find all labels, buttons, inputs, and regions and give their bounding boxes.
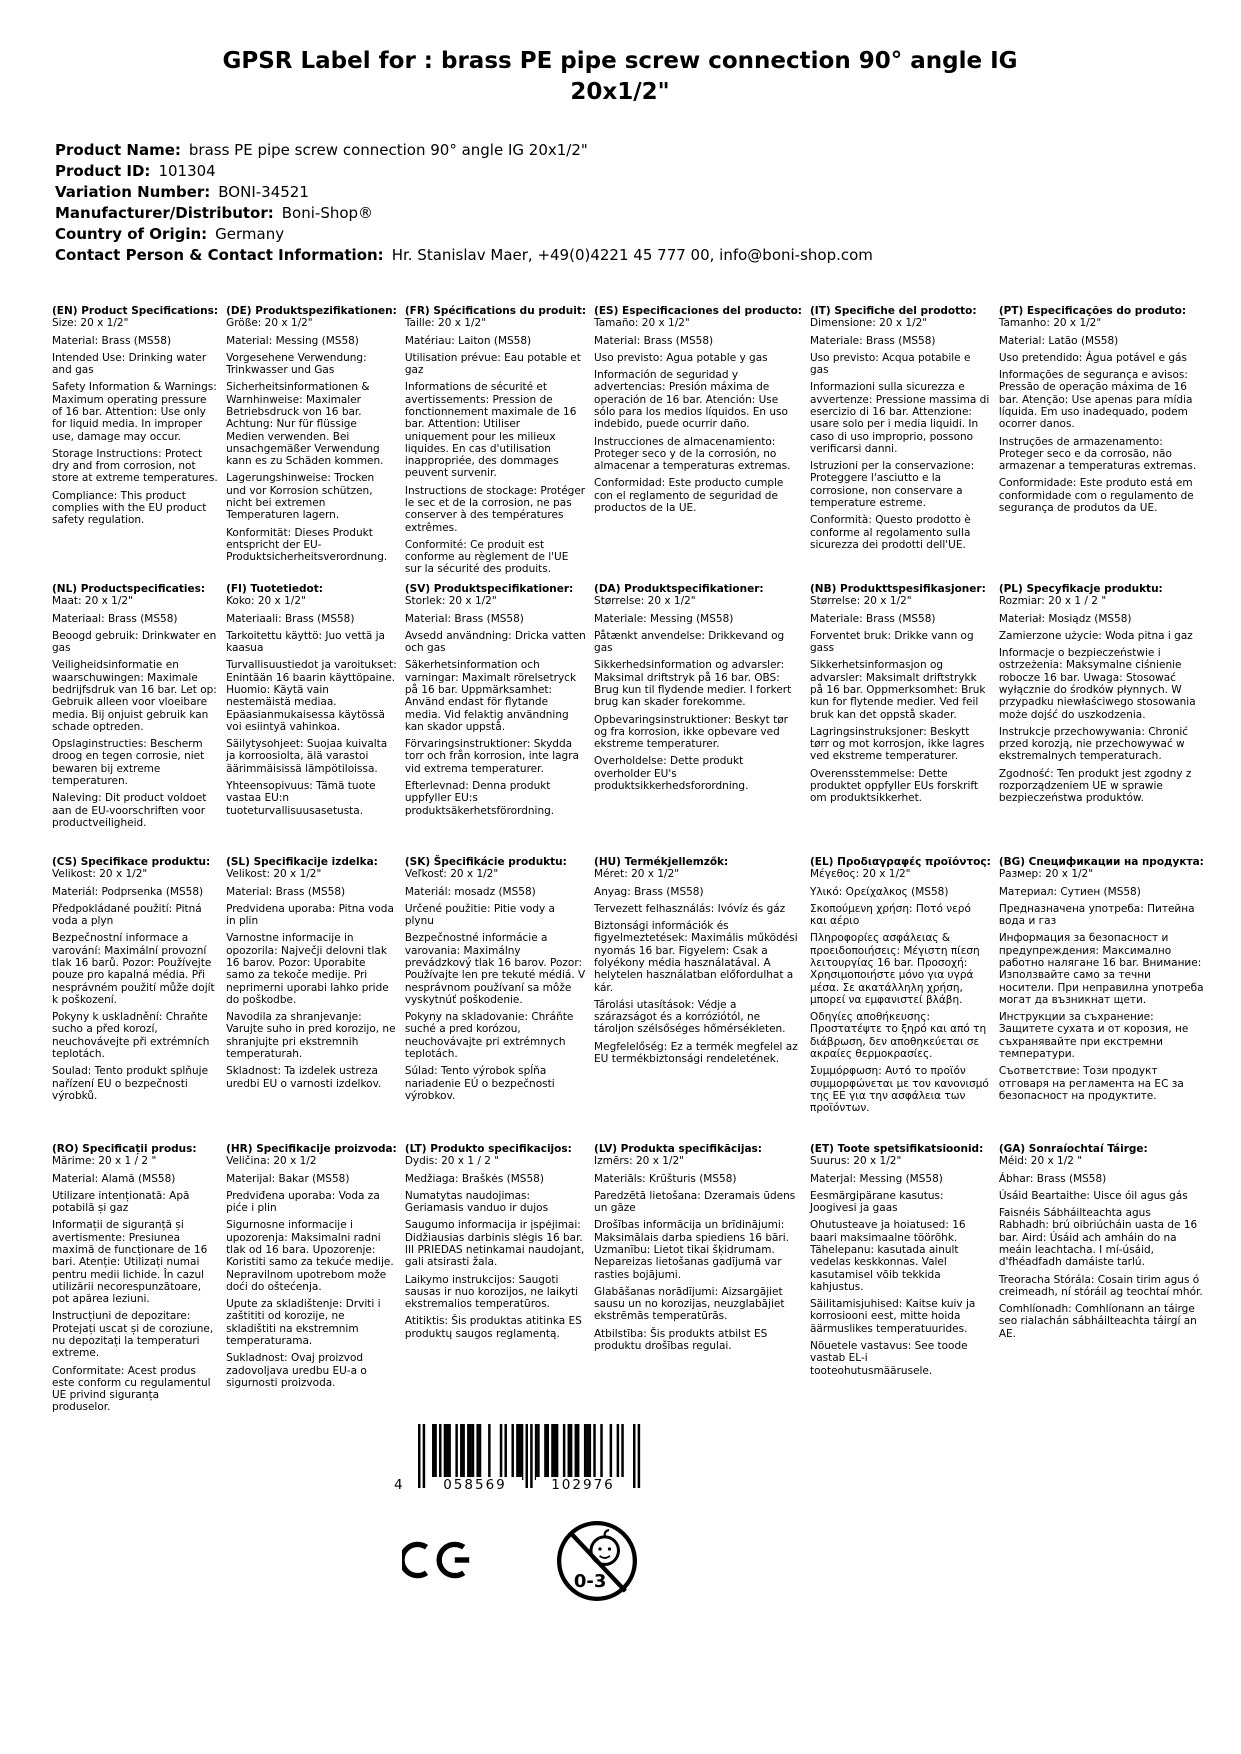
spec-text: Matériau: Laiton (MS58) xyxy=(404,334,532,347)
spec-text: Méret: 20 x 1/2" xyxy=(594,868,680,881)
spec-text: Säilytysohjeet: Suojaa kuivalta ja korroosiolta, älä varastoi äärimmäisissä lämpötiloissa. xyxy=(226,738,388,775)
spec-heading: (EL) Προδιαγραφές προϊόντος: xyxy=(810,856,991,868)
spec-text: Veiligheidsinformatie en waarschuwingen: Maximale bedrijfsdruk van 16 bar. Let op: Gebruik alleen voor vloeibare media. Bij onjuist gebruik kan schade optreden. xyxy=(52,659,217,733)
spec-heading: (SK) Špecifikácie produktu: xyxy=(405,856,586,868)
age-warning-0-3-icon xyxy=(554,1516,640,1610)
spec-heading: (HR) Specifikacije proizvoda: xyxy=(226,1143,397,1155)
info-field-value: Boni-Shop® xyxy=(281,204,374,222)
spec-heading: (BG) Спецификации на продукта: xyxy=(998,856,1204,868)
spec-text: Velikost: 20 x 1/2" xyxy=(52,868,148,881)
spec-heading: (NL) Productspecificaties: xyxy=(52,583,218,595)
spec-text: Určené použitie: Pitie vody a plynu xyxy=(404,902,555,928)
spec-text: Material: Alamă (MS58) xyxy=(52,1172,176,1185)
spec-text: Размер: 20 x 1/2" xyxy=(998,868,1094,881)
spec-text: Materiał: Mosiądz (MS58) xyxy=(998,612,1132,625)
spec-text: Sukladnost: Ovaj proizvod zadovoljava uredbu EU-a o sigurnosti proizvoda. xyxy=(226,1352,367,1389)
spec-heading: (RO) Specificații produs: xyxy=(52,1143,218,1155)
spec-text: Predviđena uporaba: Voda za piće i plin xyxy=(226,1189,380,1215)
spec-text: Maat: 20 x 1/2" xyxy=(52,595,133,608)
spec-text: Yhteensopivuus: Tämä tuote vastaa EU:n tuoteturvallisuusasetusta. xyxy=(226,779,376,817)
spec-text: Material: Brass (MS58) xyxy=(52,334,172,347)
spec-text: Anyag: Brass (MS58) xyxy=(594,885,704,898)
spec-text: Compliance: This product complies with the EU product safety regulation. xyxy=(52,489,207,527)
spec-heading: (DA) Produktspecifikationer: xyxy=(594,583,802,595)
spec-text: Materijal: Bakar (MS58) xyxy=(226,1172,350,1185)
spec-text: Bezpečnostné informácie a varovania: Maximálny prevádzkový tlak 16 barov. Pozor: Používajte len pre tekuté médiá. V nesprávnom používaní sa môže vyskytnúť poškodenie. xyxy=(404,932,586,1006)
spec-text: Méid: 20 x 1/2 " xyxy=(998,1155,1083,1168)
spec-text: Sikkerhetsinformasjon og advarsler: Maksimalt driftstrykk på 16 bar. Oppmerksomhet: Bruk kun for flytende medier. Ved feil bruk kan det oppstå skader. xyxy=(810,659,986,721)
spec-text: Uso pretendido: Água potável e gás xyxy=(998,351,1187,364)
spec-text: Soulad: Tento produkt splňuje nařízení EU o bezpečnosti výrobků. xyxy=(52,1065,209,1102)
spec-text: Megfelelőség: Ez a termék megfelel az EU termékbiztonsági rendeletének. xyxy=(594,1040,798,1065)
spec-text: Storlek: 20 x 1/2" xyxy=(404,595,497,608)
spec-text: Материал: Сутиен (MS58) xyxy=(998,885,1141,898)
spec-text: Sigurnosne informacije i upozorenja: Maksimalni radni tlak od 16 bara. Upozorenje: Koristiti samo za tekuće medije. Nepravilnom upotrebom može doći do oštećenja. xyxy=(226,1219,394,1293)
spec-block-sk xyxy=(405,856,586,1143)
info-field-label: Product ID: xyxy=(55,162,151,180)
spec-text: Materiāls: Krūšturis (MS58) xyxy=(594,1172,737,1185)
spec-text: Conformité: Ce produit est conforme au règlement de l'UE sur la sécurité des produits. xyxy=(404,538,569,576)
info-line xyxy=(55,204,873,225)
spec-text: Informazioni sulla sicurezza e avvertenze: Pressione massima di esercizio di 16 bar. Attenzione: usare solo per i media liquidi. In caso di uso improprio, possono verificarsi danni. xyxy=(810,381,990,455)
spec-text: Uso previsto: Acqua potabile e gas xyxy=(810,351,971,377)
spec-block-da xyxy=(594,583,802,856)
spec-text: Πληροφορίες ασφάλειας & προειδοποιήσεις: Μέγιστη πίεση λειτουργίας 16 bar. Προσοχή: Χρησιμοποιήστε μόνο για υγρά μέσα. Σε ακατάλληλη χρήση, μπορεί να εμφανιστεί βλάβη. xyxy=(810,932,980,1006)
spec-text: Съответствие: Този продукт отговаря на регламента на ЕС за безопасност на продуктите. xyxy=(998,1065,1184,1102)
spec-text: Tervezett felhasználás: Ivóvíz és gáz xyxy=(594,902,786,915)
spec-text: Faisnéis Sábháilteachta agus Rabhadh: brú oibriúcháin uasta de 16 bar. Aird: Úsáid ach amháin do na meáin leachtacha. I mí-úsáid, d'fhéadfadh damáiste tarlú. xyxy=(998,1207,1198,1269)
info-line xyxy=(55,246,873,267)
info-field-label: Contact Person & Contact Information: xyxy=(55,246,384,264)
spec-block-fr xyxy=(405,305,586,583)
info-field-label: Manufacturer/Distributor: xyxy=(55,204,274,222)
spec-text: Συμμόρφωση: Αυτό το προϊόν συμμορφώνεται με τον κανονισμό της ΕΕ για την ασφάλεια των προϊόντων. xyxy=(810,1065,989,1115)
spec-block-es xyxy=(594,305,802,583)
spec-text: Utilizare intenționată: Apă potabilă și gaz xyxy=(52,1189,190,1215)
spec-text: Materiale: Brass (MS58) xyxy=(810,334,936,347)
spec-text: Υλικό: Ορείχαλκος (MS58) xyxy=(810,885,949,898)
spec-text: Sikkerhedsinformation og advarsler: Maksimal driftstryk på 16 bar. OBS: Brug kun til flydende medier. I forkert brug kan skader forekomme. xyxy=(594,659,792,709)
spec-text: Beoogd gebruik: Drinkwater en gas xyxy=(52,629,217,655)
spec-block-fi xyxy=(226,583,397,856)
spec-text: Navodila za shranjevanje: Varujte suho in pred korozijo, ne shranjujte pri ekstremnih temperaturah. xyxy=(226,1011,396,1060)
spec-text: Conformità: Questo prodotto è conforme al regolamento sulla sicurezza dei prodotti dell'UE. xyxy=(810,514,971,551)
info-field-value: brass PE pipe screw connection 90° angle IG 20x1/2" xyxy=(188,141,588,159)
spec-heading: (HU) Termékjellemzők: xyxy=(594,856,802,868)
spec-block-nl xyxy=(52,583,218,856)
spec-text: Súlad: Tento výrobok spĺňa nariadenie EÚ o bezpečnosti výrobkov. xyxy=(404,1065,555,1102)
spec-text: Größe: 20 x 1/2" xyxy=(226,317,313,330)
spec-text: Størrelse: 20 x 1/2" xyxy=(594,595,696,608)
spec-text: Pokyny na skladovanie: Chráňte suché a pred korózou, neuchovávajte pri extrémnych teplotách. xyxy=(404,1011,574,1060)
spec-text: Koko: 20 x 1/2" xyxy=(226,595,306,608)
spec-text: Säilitamisjuhised: Kaitse kuiv ja korrosiooni eest, mitte hoida äärmuslikes temperatuurides. xyxy=(810,1298,976,1335)
spec-text: Vorgesehene Verwendung: Trinkwasser und Gas xyxy=(226,351,367,377)
spec-text: Atitiktis: Šis produktas atitinka ES produktų saugos reglamentą. xyxy=(404,1315,582,1340)
info-line xyxy=(55,162,873,183)
spec-text: Dimensione: 20 x 1/2" xyxy=(810,317,928,330)
spec-block-bg xyxy=(999,856,1204,1143)
spec-block-lt xyxy=(405,1143,586,1419)
info-field-label: Variation Number: xyxy=(55,183,211,201)
spec-text: Opslaginstructies: Bescherm droog en tegen corrosie, niet bewaren bij extreme temperaturen. xyxy=(52,738,205,787)
spec-text: Instrukcje przechowywania: Chronić przed korozją, nie przechowywać w ekstremalnych temperaturach. xyxy=(998,725,1189,763)
spec-text: Taille: 20 x 1/2" xyxy=(404,317,487,330)
spec-text: Инструкции за съхранение: Защитете сухата и от корозия, не съхранявайте при екстремни температури. xyxy=(998,1011,1189,1060)
spec-block-ga xyxy=(999,1143,1204,1419)
spec-text: Rozmiar: 20 x 1 / 2 " xyxy=(998,595,1107,608)
spec-heading: (FI) Tuotetiedot: xyxy=(226,583,397,595)
spec-text: Material: Messing (MS58) xyxy=(226,334,359,347)
spec-text: Mărime: 20 x 1 / 2 " xyxy=(52,1155,157,1168)
spec-text: Størrelse: 20 x 1/2" xyxy=(810,595,912,608)
spec-heading: (SV) Produktspecifikationer: xyxy=(405,583,586,595)
spec-text: Informações de segurança e avisos: Pressão de operação máxima de 16 bar. Atenção: Use apenas para mídia líquida. Em uso inadequado, podem ocorrer danos. xyxy=(998,369,1193,431)
page-title: GPSR Label for : brass PE pipe screw connection 90° angle IG 20x1/2" xyxy=(222,48,1018,105)
spec-text: Size: 20 x 1/2" xyxy=(52,317,129,330)
spec-text: Intended Use: Drinking water and gas xyxy=(52,351,207,377)
spec-block-et xyxy=(810,1143,991,1419)
info-field-label: Country of Origin: xyxy=(55,225,208,243)
spec-text: Istruzioni per la conservazione: Proteggere l'asciutto e la corrosione, non conservare a temperature estreme. xyxy=(810,460,975,509)
spec-text: Instructions de stockage: Protéger le sec et de la corrosion, ne pas conserver à des températures extrêmes. xyxy=(404,484,586,534)
spec-text: Información de seguridad y advertencias: Presión máxima de operación de 16 bar. Atención: Use sólo para los medios líquidos. En uso indebido, puede ocurrir daño. xyxy=(594,369,788,431)
product-info xyxy=(55,141,873,267)
spec-text: Predvidena uporaba: Pitna voda in plin xyxy=(226,902,394,928)
spec-text: Σκοπούμενη χρήση: Ποτό νερό και αέριο xyxy=(810,902,971,928)
spec-text: Treoracha Stórála: Cosain tirim agus ó creimeadh, ní stóráil ag teochtaí mhór. xyxy=(998,1273,1203,1298)
spec-text: Konformität: Dieses Produkt entspricht der EU-Produktsicherheitsverordnung. xyxy=(226,526,388,564)
spec-text: Säkerhetsinformation och varningar: Maximalt rörelsetryck på 16 bar. Uppmärksamhet: Använd endast för flytande media. Vid felaktig användning kan skador uppstå. xyxy=(404,659,577,733)
spec-text: Μέγεθος: 20 x 1/2" xyxy=(810,868,911,881)
barcode-right-digits: 102976 xyxy=(536,1477,630,1493)
spec-text: Materiál: mosadz (MS58) xyxy=(404,885,536,898)
spec-text: Veľkosť: 20 x 1/2" xyxy=(404,868,499,881)
spec-heading: (SL) Specifikacije izdelka: xyxy=(226,856,397,868)
spec-block-sv xyxy=(405,583,586,856)
spec-text: Bezpečnostní informace a varování: Maximální provozní tlak 16 barů. Pozor: Používejte pouze pro kapalná média. Při nesprávném použití může dojít k poškození. xyxy=(52,932,215,1006)
specs-grid xyxy=(52,305,1204,1419)
spec-text: Numatytas naudojimas: Geriamasis vanduo ir dujos xyxy=(404,1189,549,1215)
spec-heading: (DE) Produktspezifikationen: xyxy=(226,305,397,317)
spec-text: Utilisation prévue: Eau potable et gaz xyxy=(404,351,581,377)
spec-text: Tarkoitettu käyttö: Juo vettä ja kaasua xyxy=(226,629,385,655)
spec-block-hr xyxy=(226,1143,397,1419)
spec-block-el xyxy=(810,856,991,1143)
spec-text: Uso previsto: Agua potable y gas xyxy=(594,351,768,364)
info-line xyxy=(55,225,873,246)
spec-text: Tamaño: 20 x 1/2" xyxy=(594,317,690,330)
info-line xyxy=(55,141,873,162)
spec-text: Material: Brass (MS58) xyxy=(226,885,346,898)
spec-text: Material: Latão (MS58) xyxy=(998,334,1119,347)
spec-text: Lagerungshinweise: Trocken und vor Korrosion schützen, nicht bei extremen Temperaturen lagern. xyxy=(226,472,375,522)
spec-text: Materiale: Brass (MS58) xyxy=(810,612,936,625)
spec-text: Tamanho: 20 x 1/2" xyxy=(998,317,1102,330)
spec-heading: (PT) Especificações do produto: xyxy=(999,305,1204,317)
spec-text: Informations de sécurité et avertissements: Pression de fonctionnement maximale de 16 bar. Attention: Utiliser uniquement pour les milieux liquides. En cas d'utilisation inappropriée, des dommages peuvent survenir. xyxy=(404,381,577,480)
spec-text: Předpokládané použití: Pitná voda a plyn xyxy=(52,902,202,928)
info-field-value: Hr. Stanislav Maer, +49(0)4221 45 777 00, info@boni-shop.com xyxy=(391,246,873,264)
spec-heading: (GA) Sonraíochtaí Táirge: xyxy=(999,1143,1204,1155)
spec-heading: (IT) Specifiche del prodotto: xyxy=(810,305,991,317)
spec-text: Skladnost: Ta izdelek ustreza uredbi EU o varnosti izdelkov. xyxy=(226,1065,382,1090)
spec-text: Информация за безопасност и предупреждения: Максимално работно налягане 16 bar. Внимание: Използвайте само за течни носители. При неправилна употреба могат да възникнат щети. xyxy=(998,932,1204,1006)
spec-text: Veličina: 20 x 1/2 xyxy=(226,1155,317,1168)
spec-text: Úsáid Beartaithe: Uisce óil agus gás xyxy=(998,1189,1188,1202)
spec-text: Tárolási utasítások: Védje a szárazságot és a korróziótól, ne tároljon szélsőséges hőmérsékleten. xyxy=(594,998,786,1036)
spec-text: Upute za skladištenje: Drviti i zaštititi od korozije, ne skladištiti na ekstremnim temperaturama. xyxy=(226,1298,381,1347)
spec-heading: (LV) Produkta specifikācijas: xyxy=(594,1143,802,1155)
spec-text: Avsedd användning: Dricka vatten och gas xyxy=(404,629,586,655)
spec-text: Materiál: Podprsenka (MS58) xyxy=(52,885,204,898)
spec-text: Предназначена употреба: Питейна вода и газ xyxy=(998,902,1195,928)
spec-text: Paredzētā lietošana: Dzeramais ūdens un gāze xyxy=(594,1189,796,1215)
spec-heading: (NB) Produkttspesifikasjoner: xyxy=(810,583,991,595)
spec-text: Materiaali: Brass (MS58) xyxy=(226,612,355,625)
info-field-value: 101304 xyxy=(158,162,216,180)
spec-text: Materiaal: Brass (MS58) xyxy=(52,612,178,625)
spec-text: Overholdelse: Dette produkt overholder EU's produktsikkerhedsforordning. xyxy=(594,755,749,792)
spec-text: Material: Brass (MS58) xyxy=(594,334,714,347)
spec-text: Safety Information & Warnings: Maximum operating pressure of 16 bar. Attention: Use only for liquid media. In improper use, damage may occur. xyxy=(52,381,217,443)
spec-text: Instrucciones de almacenamiento: Proteger seco y de la corrosión, no almacenar a temperaturas extremas. xyxy=(594,435,791,473)
spec-block-en xyxy=(52,305,218,583)
spec-text: Izmērs: 20 x 1/2" xyxy=(594,1155,684,1168)
spec-text: Pokyny k uskladnění: Chraňte sucho a před korozí, neuchovávejte při extrémních teplotách. xyxy=(52,1011,210,1060)
spec-text: Opbevaringsinstruktioner: Beskyt tør og fra korrosion, ikke opbevare ved ekstreme temperaturer. xyxy=(594,713,788,751)
spec-text: Sicherheitsinformationen & Warnhinweise: Maximaler Betriebsdruck von 16 bar. Achtung: Nur für flüssige Medien verwenden. Bei unsachgemäßer Verwendung kann es zu Schäden kommen. xyxy=(226,381,384,468)
spec-text: Material: Brass (MS58) xyxy=(404,612,524,625)
spec-text: Eesmärgipärane kasutus: Joogivesi ja gaas xyxy=(810,1189,944,1215)
spec-text: Instrucțiuni de depozitare: Protejați uscat și de coroziune, nu depozitați la temperaturi extreme. xyxy=(52,1310,214,1360)
spec-block-lv xyxy=(594,1143,802,1419)
spec-block-cs xyxy=(52,856,218,1143)
spec-text: Saugumo informacija ir įspėjimai: Didžiausias darbinis slėgis 16 bar. III PRIEDAS netinkamai naudojant, gali atsirasti žala. xyxy=(404,1219,585,1269)
spec-text: Storage Instructions: Protect dry and from corrosion, not store at extreme temperatures. xyxy=(52,447,218,485)
spec-text: Informații de siguranță și avertismente: Presiunea maximă de funcționare de 16 bari. Atenție: Utilizați numai pentru medii lichide. În cazul utilizării necorespunzătoare, pot apărea leziuni. xyxy=(52,1219,208,1306)
spec-text: Drošības informācija un brīdinājumi: Maksimālais darba spiediens 16 bāri. Uzmanību: Lietot tikai šķidrumam. Nepareizas lietošanas gadījumā var rasties bojājumi. xyxy=(594,1219,789,1281)
info-field-label: Product Name: xyxy=(55,141,181,159)
spec-text: Turvallisuustiedot ja varoitukset: Enintään 16 baarin käyttöpaine. Huomio: Käytä vain nestemäistä mediaa. Epäasianmukaisessa käytössä voi esiintyä vahinkoa. xyxy=(226,659,397,733)
ce-mark-icon xyxy=(402,1528,474,1596)
spec-heading: (ET) Toote spetsifikatsioonid: xyxy=(810,1143,991,1155)
spec-text: Lagringsinstruksjoner: Beskytt tørr og mot korrosjon, ikke lagres ved ekstreme temperaturer. xyxy=(810,725,985,763)
spec-text: Naleving: Dit product voldoet aan de EU-voorschriften voor productveiligheid. xyxy=(52,792,207,829)
spec-text: Velikost: 20 x 1/2" xyxy=(226,868,322,881)
spec-heading: (EN) Product Specifications: xyxy=(52,305,219,317)
spec-block-pl xyxy=(999,583,1204,856)
spec-text: Forventet bruk: Drikke vann og gass xyxy=(810,629,974,655)
spec-text: Efterlevnad: Denna produkt uppfyller EU:s produktsäkerhetsförordning. xyxy=(404,779,555,817)
info-field-value: BONI-34521 xyxy=(218,183,309,201)
spec-heading: (ES) Especificaciones del producto: xyxy=(594,305,802,317)
spec-text: Materiale: Messing (MS58) xyxy=(594,612,734,625)
spec-text: Instruções de armazenamento: Proteger seco e da corrosão, não armazenar a temperaturas extremas. xyxy=(998,435,1197,473)
spec-text: Overensstemmelse: Dette produktet oppfyller EUs forskrift om produktsikkerhet. xyxy=(810,767,979,805)
spec-block-de xyxy=(226,305,397,583)
barcode xyxy=(390,1424,646,1504)
spec-text: Zamierzone użycie: Woda pitna i gaz xyxy=(998,629,1193,642)
spec-text: Οδηγίες αποθήκευσης: Προστατέψτε το ξηρό και από τη διάβρωση, δεν αποθηκεύεται σε ακραίες θερμοκρασίες. xyxy=(810,1011,987,1060)
spec-text: Conformitate: Acest produs este conform cu regulamentul UE privind siguranța produselor. xyxy=(52,1364,211,1414)
spec-text: Påtænkt anvendelse: Drikkevand og gas xyxy=(594,629,785,655)
spec-block-sl xyxy=(226,856,397,1143)
spec-text: Medžiaga: Braškės (MS58) xyxy=(404,1172,544,1185)
barcode-lead-digit: 4 xyxy=(394,1477,403,1493)
spec-text: Conformidad: Este producto cumple con el reglamento de seguridad de productos de la UE. xyxy=(594,477,784,514)
spec-heading: (LT) Produkto specifikacijos: xyxy=(405,1143,586,1155)
spec-text: Ohutusteave ja hoiatused: 16 baari maksimaalne töörõhk. Tähelepanu: kasutada ainult vedelas keskkonnas. Valel kasutamisel võib tekkida kahjustus. xyxy=(810,1219,966,1293)
spec-text: Informacje o bezpieczeństwie i ostrzeżenia: Maksymalne ciśnienie robocze 16 bar. Uwaga: Stosować wyłącznie do środków płynnych. W przypadku niewłaściwego stosowania może dojść do uszkodzenia. xyxy=(998,647,1196,721)
spec-block-hu xyxy=(594,856,802,1143)
spec-block-pt xyxy=(999,305,1204,583)
spec-text: Laikymo instrukcijos: Saugoti sausas ir nuo korozijos, ne laikyti ekstremalios temperatūros. xyxy=(404,1273,578,1311)
spec-text: Dydis: 20 x 1 / 2 " xyxy=(404,1155,500,1168)
barcode-left-digits: 058569 xyxy=(428,1477,522,1493)
spec-text: Materjal: Messing (MS58) xyxy=(810,1172,943,1185)
spec-text: Ábhar: Brass (MS58) xyxy=(998,1172,1107,1185)
spec-text: Nõuetele vastavus: See toode vastab EL-i tooteohutusmäärusele. xyxy=(810,1339,968,1377)
spec-block-it xyxy=(810,305,991,583)
spec-text: Varnostne informacije in opozorila: Največji delovni tlak 16 barov. Pozor: Uporabite samo za tekoče medije. Pri neprimerni uporabi lahko pride do poškodbe. xyxy=(226,932,389,1006)
spec-text: Glabāšanas norādījumi: Aizsargājiet sausu un no korozijas, neuzglabājiet ekstrēmās temperatūrās. xyxy=(594,1285,785,1323)
spec-text: Atbilstība: Šis produkts atbilst ES produktu drošības regulai. xyxy=(594,1327,768,1352)
info-line xyxy=(55,183,873,204)
info-field-value: Germany xyxy=(215,225,285,243)
spec-block-nb xyxy=(810,583,991,856)
age-warning-label: 0-3 xyxy=(573,1570,607,1592)
spec-heading: (CS) Specifikace produktu: xyxy=(52,856,218,868)
spec-heading: (FR) Spécifications du produit: xyxy=(404,305,587,317)
spec-text: Suurus: 20 x 1/2" xyxy=(810,1155,902,1168)
spec-text: Conformidade: Este produto está em conformidade com o regulamento de segurança de produtos da UE. xyxy=(998,477,1194,514)
spec-text: Zgodność: Ten produkt jest zgodny z rozporządzeniem UE w sprawie bezpieczeństwa produktów. xyxy=(998,767,1192,805)
spec-text: Comhlíonadh: Comhlíonann an táirge seo rialachán sábháilteachta táirgí an AE. xyxy=(998,1303,1197,1340)
spec-text: Biztonsági információk és figyelmeztetések: Maximális működési nyomás 16 bar. Figyelem: Csak a folyékony média használatával. A helytelen használatban előfordulhat a kár. xyxy=(594,920,798,994)
spec-block-ro xyxy=(52,1143,218,1419)
spec-heading: (PL) Specyfikacje produktu: xyxy=(999,583,1204,595)
spec-text: Förvaringsinstruktioner: Skydda torr och från korrosion, inte lagra vid extrema temperaturer. xyxy=(404,738,579,775)
